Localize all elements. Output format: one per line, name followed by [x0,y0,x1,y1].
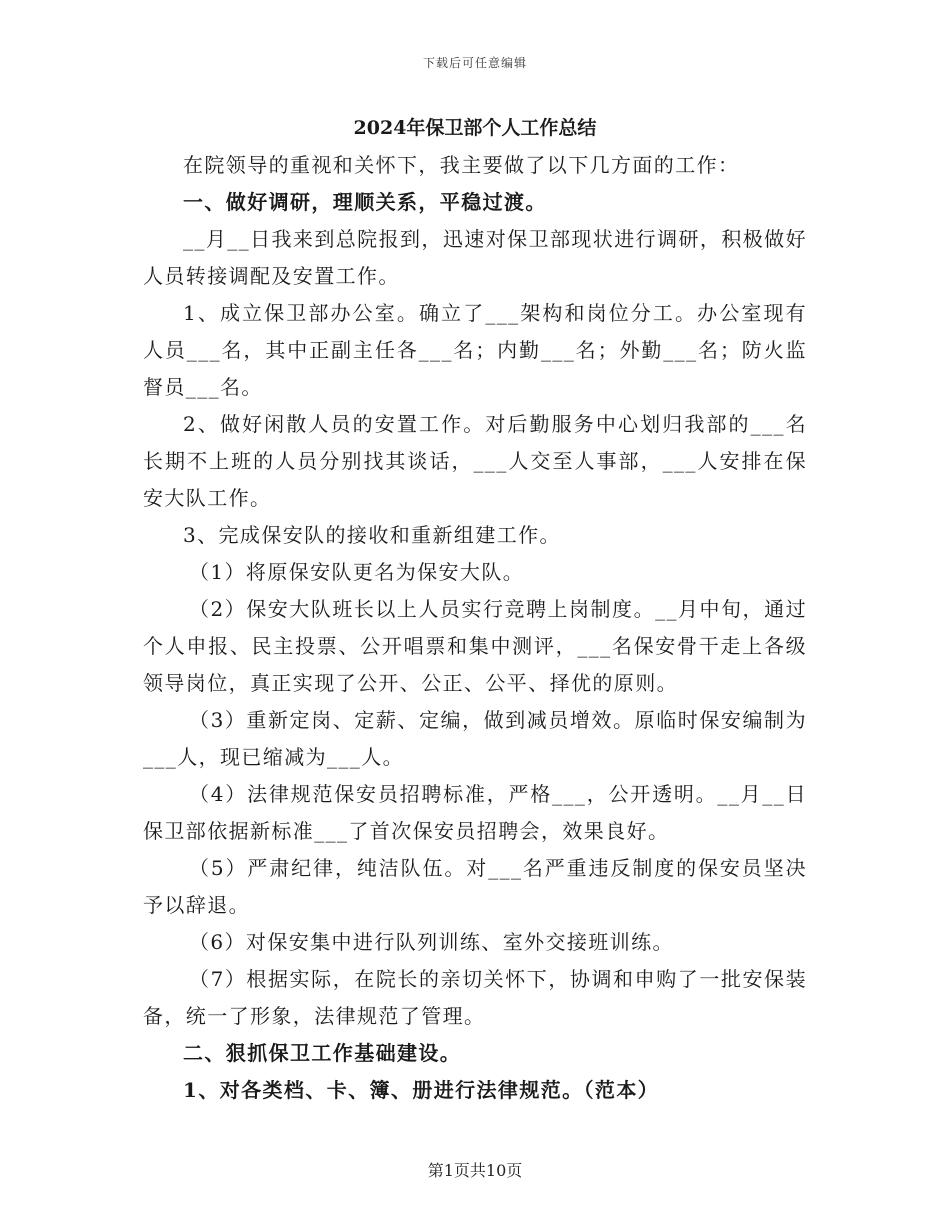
page-number: 第1页共10页 [427,1161,523,1180]
sub-item: （3）重新定岗、定薪、定编，做到减员增效。原临时保安编制为___人，现已缩减为___人。 [143,708,807,769]
paragraph: __月__日我来到总院报到，迅速对保卫部现状进行调研，积极做好人员转接调配及安置工作。 [143,227,807,288]
sub-item: （2）保安大队班长以上人员实行竞聘上岗制度。__月中旬，通过个人申报、民主投票、公开唱票和集中测评，___名保安骨干走上各级领导岗位，真正实现了公开、公正、公平、择优的原则。 [143,597,807,695]
sub-item: （6）对保安集中进行队列训练、室外交接班训练。 [189,930,674,954]
sub-item: （5）严肃纪律，纯洁队伍。对___名严重违反制度的保安员坚决予以辞退。 [143,856,807,917]
page-header-note: 下载后可任意编辑 [422,56,527,70]
sub-item: （1）将原保安队更名为保安大队。 [189,560,525,584]
document-title: 2024年保卫部个人工作总结 [353,117,597,139]
paragraph: 3、完成保安队的接收和重新组建工作。 [183,523,561,547]
subsection-heading: 1、对各类档、卡、簿、册进行法律规范。（范本） [183,1078,660,1102]
sub-item: （7）根据实际，在院长的亲切关怀下，协调和申购了一批安保装备，统一了形象，法律规范了管理。 [143,967,807,1028]
paragraph: 2、做好闲散人员的安置工作。对后勤服务中心划归我部的___名长期不上班的人员分别找其谈话，___人交至人事部，___人安排在保安大队工作。 [143,412,807,510]
paragraph-intro: 在院领导的重视和关怀下，我主要做了以下几方面的工作： [183,153,740,177]
paragraph: 1、成立保卫部办公室。确立了___架构和岗位分工。办公室现有人员___名，其中正副主任各___名；内勤___名；外勤___名；防火监督员___名。 [143,301,807,399]
section-heading-2: 二、狠抓保卫工作基础建设。 [183,1041,462,1065]
sub-item: （4）法律规范保安员招聘标准，严格___，公开透明。__月__日保卫部依据新标准___了首次保安员招聘会，效果良好。 [143,782,807,843]
document-body [143,147,807,1109]
section-heading-1: 一、做好调研，理顺关系，平稳过渡。 [183,190,547,214]
